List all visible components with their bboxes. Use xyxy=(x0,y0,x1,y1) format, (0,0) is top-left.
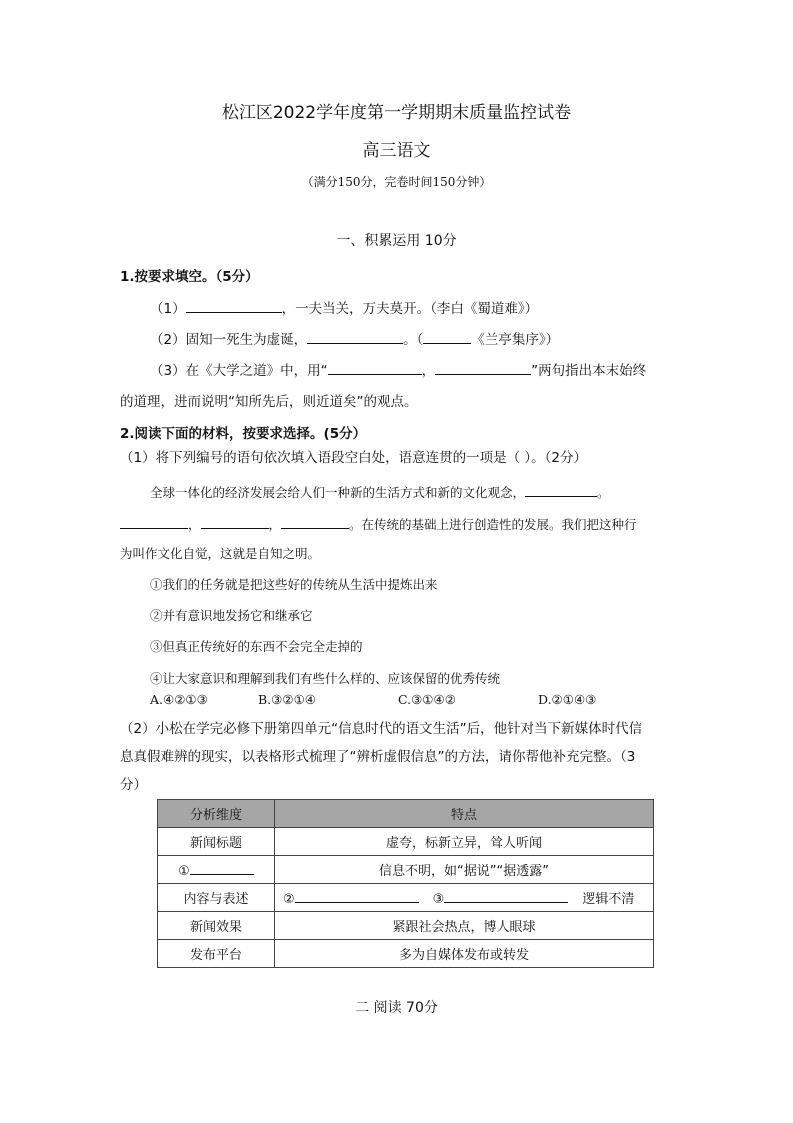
q2-sub-2-line-1: （2）小松在学完必修下册第四单元“信息时代的语文生活”后，他针对当下新媒体时代信 xyxy=(120,721,643,737)
table-cell-dimension xyxy=(158,856,275,884)
q2-sub-1: （1）将下列编号的语句依次填入语段空白处，语意连贯的一项是（ ）。（2分） xyxy=(120,450,587,466)
passage-text: 全球一体化的经济发展会给人们一种新的生活方式和新的文化观念， xyxy=(150,485,526,500)
table-cell-dimension: 发布平台 xyxy=(158,940,275,968)
passage-punct: 。 xyxy=(597,485,610,500)
table-row xyxy=(158,912,654,940)
passage-text: 。在传统的基础上进行创造性的发展。我们把这种行 xyxy=(349,517,637,532)
q1-item-2-tail: 。（ xyxy=(403,332,424,348)
table-cell-feature: 虚夸，标新立异，耸人听闻 xyxy=(275,828,654,856)
blank-marker: ② xyxy=(283,892,295,907)
q1-item-2-source: 《兰亭集序》） xyxy=(471,332,560,348)
section-heading-1: 一、积累运用 10分 xyxy=(336,233,457,249)
table-cell-feature: 紧跟社会热点，博人眼球 xyxy=(275,912,654,940)
question-1-title: 1.按要求填空。（5分） xyxy=(120,269,259,285)
fill-blank[interactable] xyxy=(328,360,422,375)
q1-item-3 xyxy=(150,359,646,379)
answer-choice-d[interactable]: D.②①④③ xyxy=(538,692,597,707)
q1-item-3-text-b: ”两句指出本末始终 xyxy=(531,363,647,379)
blank-marker: ① xyxy=(178,864,190,879)
fill-blank[interactable] xyxy=(435,360,531,375)
table-row xyxy=(158,828,654,856)
q2-sub-2-line-3: 分） xyxy=(120,777,147,793)
fill-blank[interactable] xyxy=(525,482,597,497)
fill-blank[interactable] xyxy=(186,298,282,313)
table-header-cell: 特点 xyxy=(275,800,654,828)
passage-punct: ， xyxy=(188,517,201,532)
table-cell-text: 逻辑不清 xyxy=(582,892,635,907)
q1-item-3-text-a: （3）在《大学之道》中，用“ xyxy=(150,363,328,379)
exam-subject: 高三语文 xyxy=(362,141,431,161)
table-cell-feature: 信息不明，如“据说”“据透露” xyxy=(275,856,654,884)
q1-item-1 xyxy=(150,297,538,317)
table-header-row xyxy=(158,800,654,828)
exam-title: 松江区2022学年度第一学期期末质量监控试卷 xyxy=(221,103,572,123)
passage-line-3: 为叫作文化自觉，这就是自知之明。 xyxy=(120,546,321,561)
sentence-option-4: ④让大家意识和理解到我们有些什么样的、应该保留的优秀传统 xyxy=(150,671,501,686)
q1-item-3-continued: 的道理，进而说明“知所先后，则近道矣”的观点。 xyxy=(120,394,418,410)
fill-blank[interactable] xyxy=(190,860,254,875)
q2-sub-2-line-2: 息真假难辨的现实，以表格形式梳理了“辨析虚假信息”的方法，请你帮他补充完整。（3 xyxy=(120,749,636,765)
fill-blank[interactable] xyxy=(201,514,269,529)
table-cell-feature: 多为自媒体发布或转发 xyxy=(275,940,654,968)
table-header-cell: 分析维度 xyxy=(158,800,275,828)
q1-item-3-comma: ， xyxy=(421,363,436,379)
blank-marker: ③ xyxy=(432,892,445,907)
table-row xyxy=(158,884,654,912)
table-cell-dimension: 新闻效果 xyxy=(158,912,275,940)
fill-blank[interactable] xyxy=(423,329,471,344)
fill-blank[interactable] xyxy=(307,329,403,344)
fill-blank[interactable] xyxy=(295,888,419,903)
q1-item-2 xyxy=(150,328,559,348)
exam-note: （满分150分，完卷时间150分钟） xyxy=(301,175,492,189)
sentence-option-2: ②并有意识地发扬它和继承它 xyxy=(150,608,313,623)
q1-item-1-text: ，一夫当关，万夫莫开。（李白《蜀道难》） xyxy=(281,301,539,317)
passage-line-2 xyxy=(120,514,637,533)
sentence-option-1: ①我们的任务就是把这些好的传统从生活中提炼出来 xyxy=(150,577,438,592)
answer-choice-a[interactable]: A.④②①③ xyxy=(150,692,208,707)
table-cell-dimension: 内容与表述 xyxy=(158,884,275,912)
fill-blank[interactable] xyxy=(281,514,349,529)
table-row xyxy=(158,856,654,884)
section-heading-2: 二 阅读 70分 xyxy=(355,1000,438,1016)
q1-item-2-text: （2）固知一死生为虚诞， xyxy=(150,332,308,348)
question-2-title: 2.阅读下面的材料，按要求选择。(5分） xyxy=(120,426,367,442)
sentence-option-3: ③但真正传统好的东西不会完全走掉的 xyxy=(150,639,363,654)
analysis-table xyxy=(157,799,654,968)
q1-item-1-num: （1） xyxy=(150,301,186,317)
passage-punct: ， xyxy=(268,517,282,532)
table-row xyxy=(158,940,654,968)
answer-choice-b[interactable]: B.③②①④ xyxy=(258,692,316,707)
fill-blank[interactable] xyxy=(444,888,568,903)
answer-choice-c[interactable]: C.③①④② xyxy=(398,692,456,707)
fill-blank[interactable] xyxy=(120,514,188,529)
table-cell-feature xyxy=(275,884,654,912)
table-cell-dimension: 新闻标题 xyxy=(158,828,275,856)
passage-line-1 xyxy=(150,482,610,501)
